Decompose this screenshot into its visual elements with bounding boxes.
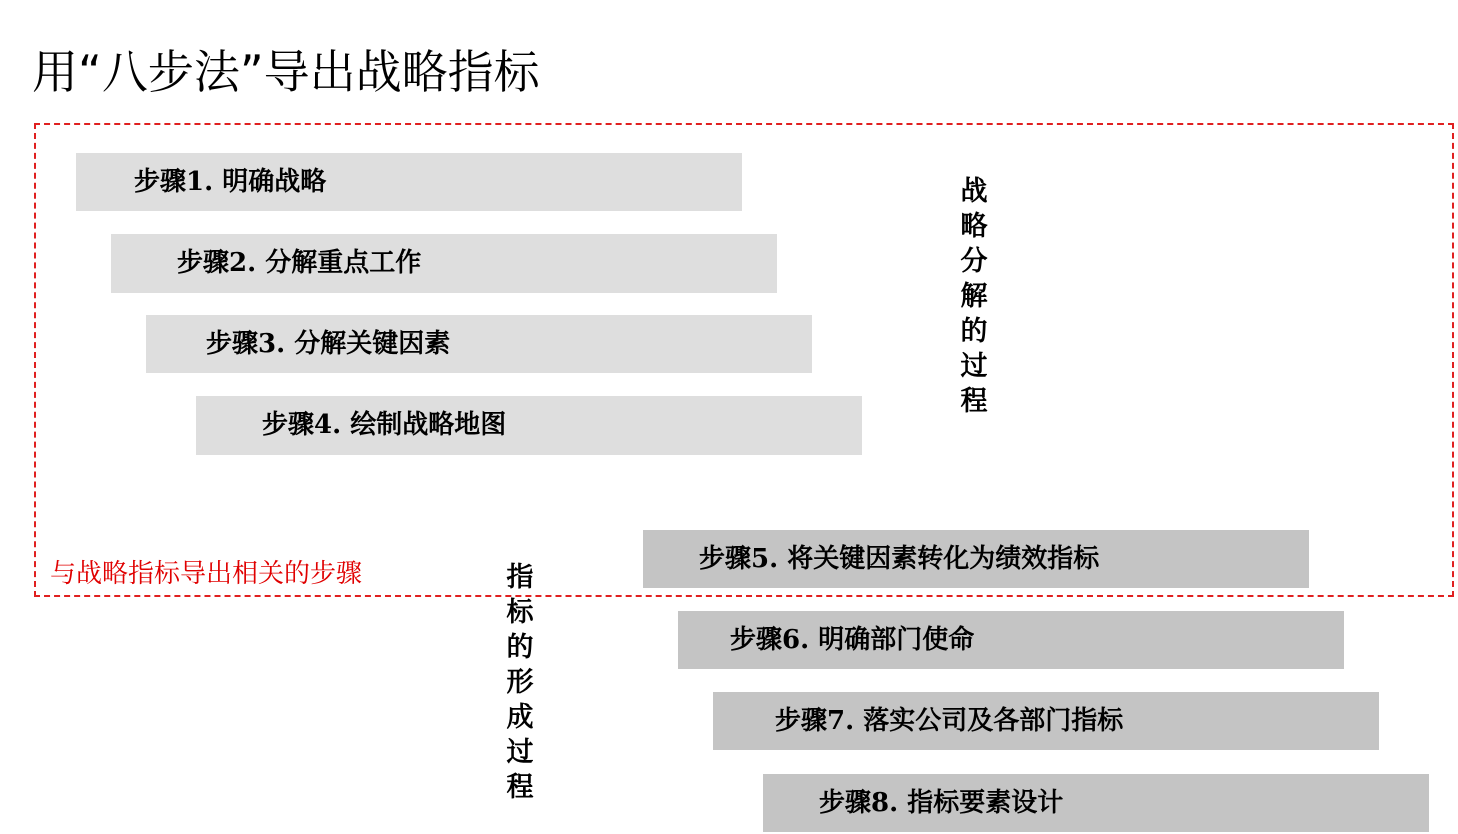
indicator-formation-label: 指标的形成过程 — [506, 562, 534, 803]
step-2-box: 步骤2. 分解重点工作 — [111, 234, 777, 293]
step-4-box: 步骤4. 绘制战略地图 — [196, 396, 862, 455]
decomposition-process-label: 战略分解的过程 — [960, 176, 988, 417]
step-3-box: 步骤3. 分解关键因素 — [146, 315, 812, 373]
step-5-box: 步骤5. 将关键因素转化为绩效指标 — [643, 530, 1309, 588]
step-8-box: 步骤8. 指标要素设计 — [763, 774, 1429, 832]
step-6-box: 步骤6. 明确部门使命 — [678, 611, 1344, 669]
step-7-box: 步骤7. 落实公司及各部门指标 — [713, 692, 1379, 750]
page-title: 用“八步法”导出战略指标 — [32, 45, 540, 99]
region-caption: 与战略指标导出相关的步骤 — [50, 559, 363, 589]
step-1-box: 步骤1. 明确战略 — [76, 153, 742, 211]
